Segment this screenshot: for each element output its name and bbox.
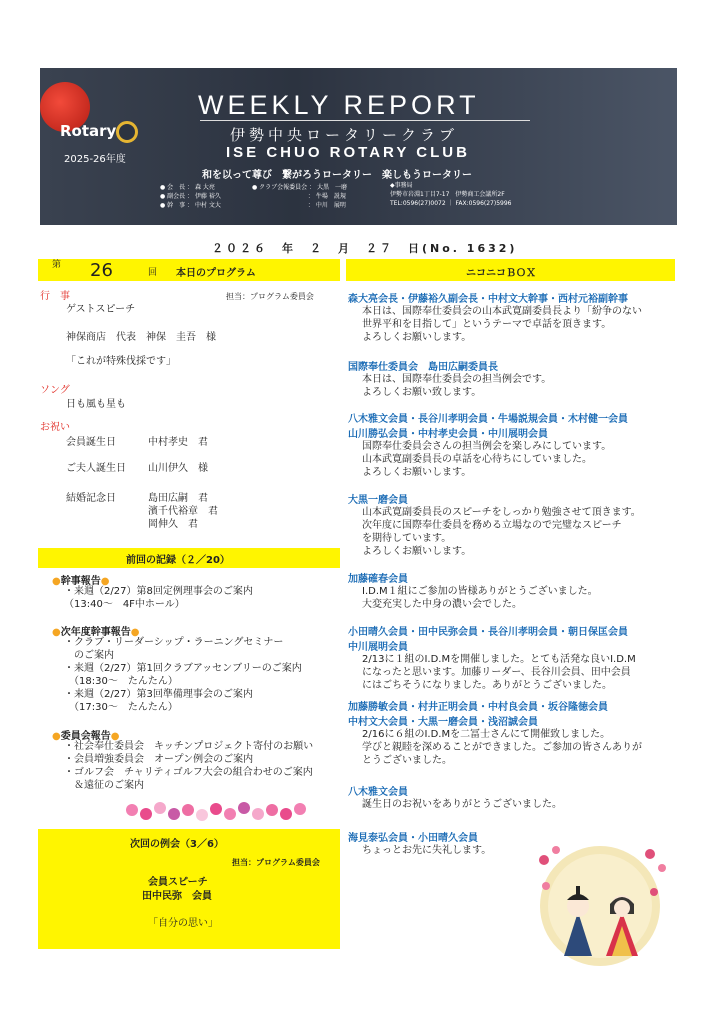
- entry-line: よろしくお願いします。: [362, 332, 472, 343]
- entry-names: 中川展明会員: [348, 642, 408, 653]
- next-meeting-line: 田中民弥 会員: [142, 891, 212, 902]
- entry-names: 中村文大会員・大黒一磨会員・浅沼誠会員: [348, 717, 538, 728]
- report-line: ・来週（2/27）第8回定例理事会のご案内: [64, 586, 253, 597]
- entry-names: 小田晴久会員・田中民弥会員・長谷川孝明会員・朝日保匡会員: [348, 627, 628, 638]
- entry-line: 大変充実した中身の濃い会でした。: [362, 599, 522, 610]
- today-program-title: 本日のプログラム: [176, 268, 256, 279]
- report-line: （17:30～ たんたん）: [64, 702, 178, 713]
- entry-line: になったと思います。加藤リーダー、長谷川会員、田中会員: [362, 667, 631, 678]
- entry-names: 森大亮会長・伊藤裕久副会長・中村文大幹事・西村元裕副幹事: [348, 294, 628, 305]
- nikoniko-entry: [348, 290, 642, 344]
- entry-body: [348, 844, 491, 857]
- celebration-label: お祝い: [40, 422, 70, 433]
- entry-names: 加藤勝敏会員・村井正明会員・中村良会員・坂谷隆徳会員: [348, 702, 608, 713]
- entry-names: 山川勝弘会員・中村孝史会員・中川展明会員: [348, 429, 548, 440]
- spouse-birthday-name: 山川伊久 様: [148, 463, 208, 474]
- entry-line: 誕生日のお祝いをありがとうございました。: [362, 799, 562, 810]
- program-line: 「これが特殊伐採です」: [66, 356, 176, 367]
- entry-body: [348, 506, 641, 558]
- fiscal-year: 2025-26年度: [64, 154, 126, 165]
- report-line: ・社会奉仕委員会 キッチンプロジェクト寄付のお願い: [64, 741, 314, 752]
- hina-dolls-illustration: [516, 830, 676, 970]
- entry-body: [348, 798, 562, 811]
- entry-line: 世界平和を目指して」というテーマで卓話を頂きます。: [362, 319, 612, 330]
- report-line: ・クラブ・リーダーシップ・ラーニングセミナー: [64, 637, 284, 648]
- entry-names: 国際奉仕委員会 島田広嗣委員長: [348, 362, 498, 373]
- next-meeting-owner: 担当：プログラム委員会: [232, 858, 320, 867]
- section-title: 次年度幹事報告: [60, 627, 131, 638]
- entry-names: 八木雅文会員・長谷川孝明会員・牛場説規会員・木村健一会員: [348, 414, 628, 425]
- previous-record-header: [38, 548, 340, 568]
- entry-line: よろしくお願いします。: [362, 546, 472, 557]
- entry-line: 山本武寛副委員長のスピーチをしっかり勉強させて頂きます。: [362, 507, 641, 518]
- entry-body: [348, 653, 636, 692]
- report-line: ＆遠征のご案内: [64, 780, 144, 791]
- entry-line: 国際奉仕委員会さんの担当例会を楽しみにしています。: [362, 441, 612, 452]
- bullet-icon: ●: [52, 731, 61, 742]
- entry-line: 山本武寛副委員長の卓話を心待ちにしていました。: [362, 454, 592, 465]
- meeting-number-prefix: 第: [52, 260, 62, 270]
- entry-line: とうございました。: [362, 755, 452, 766]
- meeting-number: 26: [90, 260, 113, 281]
- nikoniko-title: ニコニコＢＯＸ: [466, 268, 536, 279]
- officers-left: [160, 183, 221, 210]
- office-line: 伊勢市岩淵1丁目7-17 伊勢商工会議所2F: [390, 191, 505, 198]
- next-meeting-box: [38, 829, 340, 949]
- club-name-en: ISE CHUO ROTARY CLUB: [226, 144, 470, 161]
- office-line: ◆事務局: [390, 182, 413, 189]
- nikoniko-entry: [348, 491, 641, 558]
- entry-line: 本日は、国際奉仕委員会の担当例会です。: [362, 374, 552, 385]
- officer-line: ● 幹 事 ： 中村 文大: [160, 202, 221, 209]
- entry-line: を期待しています。: [362, 533, 452, 544]
- bullet-icon: ●: [100, 576, 110, 587]
- next-meeting-title: 次回の例会（3／6）: [130, 839, 224, 850]
- bullet-icon: ●: [130, 627, 140, 638]
- song-title: 日も風も星も: [66, 399, 126, 410]
- program-line: ゲストスピーチ: [66, 304, 136, 315]
- nikoniko-entry: [348, 570, 598, 611]
- officer-line: ： 中川 展明: [252, 202, 346, 209]
- program-line: 神保商店 代表 神保 圭吾 様: [66, 332, 216, 343]
- bullet-icon: ●: [110, 731, 120, 742]
- entry-line: 学びと親睦を深めることができました。ご参加の皆さんありが: [362, 742, 642, 753]
- issue-date: ２０２６ 年 ２ 月 ２７ 日(No. 1632): [212, 242, 518, 255]
- report-line: （13:40～ 4F中ホール）: [64, 599, 185, 610]
- entry-line: 本日は、国際奉仕委員会の山本武寛副委員長より「紛争のない: [362, 306, 642, 317]
- entry-line: 2/16に６組のI.D.Mを二冨士さんにて開催致しました。: [362, 729, 611, 740]
- nikoniko-entry: [348, 623, 636, 692]
- song-label: ソング: [40, 385, 70, 396]
- nikoniko-header: [346, 259, 675, 281]
- entry-body: [348, 440, 628, 479]
- entry-line: よろしくお願いします。: [362, 467, 472, 478]
- officer-line: ● クラブ会報委員会 ： 大黒 一磨: [252, 184, 347, 191]
- nikoniko-entry: [348, 829, 491, 857]
- nikoniko-entry: [348, 410, 628, 479]
- entry-line: 次年度に国際奉仕委員を務める立場なので完璧なスピーチ: [362, 520, 622, 531]
- entry-names: 海見泰弘会員・小田晴久会員: [348, 833, 478, 844]
- section-title: 幹事報告: [60, 576, 101, 587]
- office-line: TEL:0596(27)0072 ｜ FAX:0596(27)5996: [390, 200, 512, 207]
- anniversary-name: 濱千代裕章 君: [148, 506, 218, 517]
- next-meeting-line: 会員スピーチ: [148, 877, 208, 888]
- entry-body: [348, 585, 598, 611]
- entry-line: I.D.M１組にご参加の皆様ありがとうございました。: [362, 586, 598, 597]
- anniversary-label: 結婚記念日: [66, 493, 116, 504]
- entry-names: 大黒一磨会員: [348, 495, 408, 506]
- birthday-name: 中村孝史 君: [148, 437, 208, 448]
- entry-line: よろしくお願い致します。: [362, 387, 482, 398]
- section-title: 委員会報告: [60, 731, 111, 742]
- officer-line: ● 会 長 ： 森 大亮: [160, 184, 215, 191]
- entry-body: [348, 728, 642, 767]
- bullet-icon: ●: [52, 576, 61, 587]
- report-line: ・来週（2/27）第1回クラブアッセンブリーのご案内: [64, 663, 302, 674]
- officer-line: ： 牛場 説規: [252, 193, 346, 200]
- club-name-jp: 伊勢中央ロータリークラブ: [230, 126, 459, 144]
- report-line: ・来週（2/27）第3回準備理事会のご案内: [64, 689, 253, 700]
- birthday-label: 会員誕生日: [66, 437, 116, 448]
- club-slogan: 和を以って尊び 繋がろうロータリー 楽しもうロータリー: [202, 170, 472, 181]
- today-program-header: [38, 259, 340, 281]
- anniversary-name: 島田広嗣 君: [148, 493, 208, 504]
- report-line: ・会員増強委員会 オープン例会のご案内: [64, 754, 254, 765]
- anniversary-name: 岡伸久 君: [148, 519, 198, 530]
- rotary-wheel-icon: [116, 121, 138, 143]
- report-line: （18:30～ たんたん）: [64, 676, 178, 687]
- header-banner: [40, 68, 677, 225]
- nikoniko-entry: [348, 358, 551, 399]
- nikoniko-entry: [348, 698, 642, 767]
- bullet-icon: ●: [52, 627, 61, 638]
- flower-decoration: [122, 798, 312, 824]
- officers-mid: [252, 183, 347, 210]
- report-line: のご案内: [64, 650, 114, 661]
- entry-body: [348, 305, 642, 344]
- entry-names: 加藤確春会員: [348, 574, 408, 585]
- officer-line: ● 副会長 ： 伊藤 裕久: [160, 193, 221, 200]
- event-label: 行 事: [40, 291, 70, 302]
- meeting-number-suffix: 回: [148, 268, 158, 278]
- previous-record-title: 前回の記録（２／20）: [126, 555, 230, 566]
- entry-body: [348, 373, 551, 399]
- nikoniko-entry: [348, 783, 562, 811]
- entry-line: 2/13に１組のI.D.Mを開催しました。とても活発な良いI.D.M: [362, 654, 636, 665]
- report-line: ・ゴルフ会 チャリティゴルフ大会の組合わせのご案内: [64, 767, 313, 778]
- entry-line: ちょっとお先に失礼します。: [362, 845, 492, 856]
- rotary-label: Rotary: [60, 122, 117, 140]
- next-meeting-line: 「自分の思い」: [148, 918, 218, 929]
- entry-names: 八木雅文会員: [348, 787, 408, 798]
- program-owner: 担当：プログラム委員会: [226, 292, 314, 301]
- title-divider: [200, 120, 530, 121]
- report-title: WEEKLY REPORT: [198, 90, 480, 120]
- entry-line: にはごちそうになりました。ありがとうございました。: [362, 680, 612, 691]
- office-info: [390, 181, 511, 208]
- spouse-birthday-label: ご夫人誕生日: [66, 463, 126, 474]
